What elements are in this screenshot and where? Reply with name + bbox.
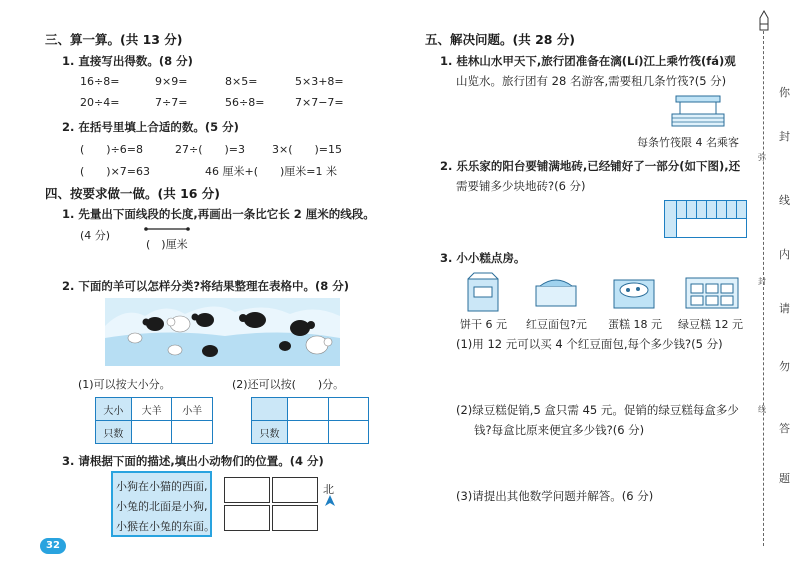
price-label: 红豆面包?元 <box>526 318 587 331</box>
description-line: 小狗在小猫的西面, <box>116 480 208 493</box>
calc-item: 56÷8= <box>225 96 265 109</box>
description-box <box>111 471 215 537</box>
calc-item: 7÷7= <box>155 96 188 109</box>
table-cell: 大羊 <box>131 398 172 421</box>
sheep-scene-image <box>105 298 340 366</box>
bread-box-image <box>532 272 580 312</box>
section5-title: 五、解决问题。(共 28 分) <box>425 32 576 47</box>
table-cell: 只数 <box>252 421 288 444</box>
size-table <box>95 397 213 444</box>
table-cell: 只数 <box>96 421 132 444</box>
mungbean-cake-box-image <box>682 270 742 314</box>
seal-mark: 线 <box>758 405 766 414</box>
answer-cell[interactable] <box>288 421 328 444</box>
price-label: 饼干 6 元 <box>460 318 507 331</box>
binding-char: 题 <box>779 472 790 485</box>
calc-item: 9×9= <box>155 75 188 88</box>
binding-char: 答 <box>779 422 790 435</box>
q4-3-title: 3. 请根据下面的描述,填出小动物们的位置。(4 分) <box>62 454 324 468</box>
binding-char: 封 <box>779 130 790 143</box>
fill-item: 27÷( )=3 <box>175 143 246 156</box>
pen-icon <box>757 10 771 32</box>
q5-3-sub2-line1: (2)绿豆糕促销,5 盒只需 45 元。促销的绿豆糕每盒多少 <box>456 403 739 417</box>
calc-item: 7×7−7= <box>295 96 344 109</box>
price-label: 绿豆糕 12 元 <box>678 318 743 331</box>
price-label: 蛋糕 18 元 <box>608 318 662 331</box>
binding-char: 内 <box>779 248 790 261</box>
answer-cell[interactable] <box>131 421 172 444</box>
calc-item: 5×3+8= <box>295 75 344 88</box>
fill-item: ( )×7=63 <box>80 165 151 178</box>
section4-title: 四、按要求做一做。(共 16 分) <box>45 186 221 201</box>
table-cell <box>252 398 288 421</box>
q5-3-sub2-line2: 钱?每盒比原来便宜多少钱?(6 分) <box>474 423 645 437</box>
seal-mark: 封 <box>758 277 766 286</box>
cake-box-image <box>610 270 658 314</box>
section3-title: 三、算一算。(共 13 分) <box>45 32 183 47</box>
q5-1-line1: 1. 桂林山水甲天下,旅行团准备在漓(Lí)江上乘竹筏(fá)观 <box>440 54 736 68</box>
answer-cell[interactable] <box>328 398 369 421</box>
q4-2-title: 2. 下面的羊可以怎样分类?将结果整理在表格中。(8 分) <box>62 279 350 293</box>
position-box[interactable] <box>272 477 318 503</box>
fill-item: 46 厘米+( )厘米=1 米 <box>205 165 338 178</box>
page-number: 32 <box>40 538 66 554</box>
q4-2-sub1: (1)可以按大小分。 <box>78 378 171 391</box>
position-box[interactable] <box>224 505 270 531</box>
q5-1-line2: 山览水。旅行团有 28 名游客,需要租几条竹筏?(5 分) <box>456 74 727 88</box>
q5-2-line2: 需要铺多少块地砖?(6 分) <box>456 179 586 193</box>
position-box[interactable] <box>272 505 318 531</box>
fill-item: 3×( )=15 <box>272 143 343 156</box>
custom-table <box>251 397 369 444</box>
segment-length-answer: ( )厘米 <box>146 238 188 251</box>
seal-mark: 弥 <box>758 153 766 162</box>
binding-char: 勿 <box>779 360 790 373</box>
q4-1-title: 1. 先量出下面线段的长度,再画出一条比它长 2 厘米的线段。 <box>62 207 375 221</box>
description-line: 小猴在小兔的东面。 <box>116 520 215 533</box>
table-cell: 大小 <box>96 398 132 421</box>
q3-1-title: 1. 直接写出得数。(8 分) <box>62 54 193 68</box>
north-arrow-icon <box>324 495 336 507</box>
line-segment <box>143 224 193 234</box>
calc-item: 8×5= <box>225 75 258 88</box>
binding-char: 你 <box>779 86 790 99</box>
north-label: 北 <box>323 483 334 496</box>
answer-cell[interactable] <box>172 421 213 444</box>
q5-3-sub3: (3)请提出其他数学问题并解答。(6 分) <box>456 489 654 503</box>
raft-caption: 每条竹筏限 4 名乘客 <box>637 136 739 149</box>
q3-2-title: 2. 在括号里填上合适的数。(5 分) <box>62 120 239 134</box>
q5-3-title: 3. 小小糕点房。 <box>440 251 526 265</box>
q5-2-line1: 2. 乐乐家的阳台要铺满地砖,已经铺好了一部分(如下图),还 <box>440 159 741 173</box>
table-cell: 小羊 <box>172 398 213 421</box>
bamboo-raft-image <box>670 94 726 130</box>
fill-item: ( )÷6=8 <box>80 143 144 156</box>
q4-2-sub2: (2)还可以按( )分。 <box>232 378 345 391</box>
cookie-bag-image <box>462 271 504 313</box>
binding-char: 请 <box>779 302 790 315</box>
description-line: 小兔的北面是小狗, <box>116 500 208 513</box>
answer-cell[interactable] <box>328 421 369 444</box>
q4-1-score: (4 分) <box>80 229 111 242</box>
position-box[interactable] <box>224 477 270 503</box>
calc-item: 16÷8= <box>80 75 120 88</box>
tile-grid <box>664 200 747 238</box>
answer-cell[interactable] <box>288 398 328 421</box>
q5-3-sub1: (1)用 12 元可以买 4 个红豆面包,每个多少钱?(5 分) <box>456 337 723 351</box>
calc-item: 20÷4= <box>80 96 120 109</box>
binding-char: 线 <box>779 194 790 207</box>
